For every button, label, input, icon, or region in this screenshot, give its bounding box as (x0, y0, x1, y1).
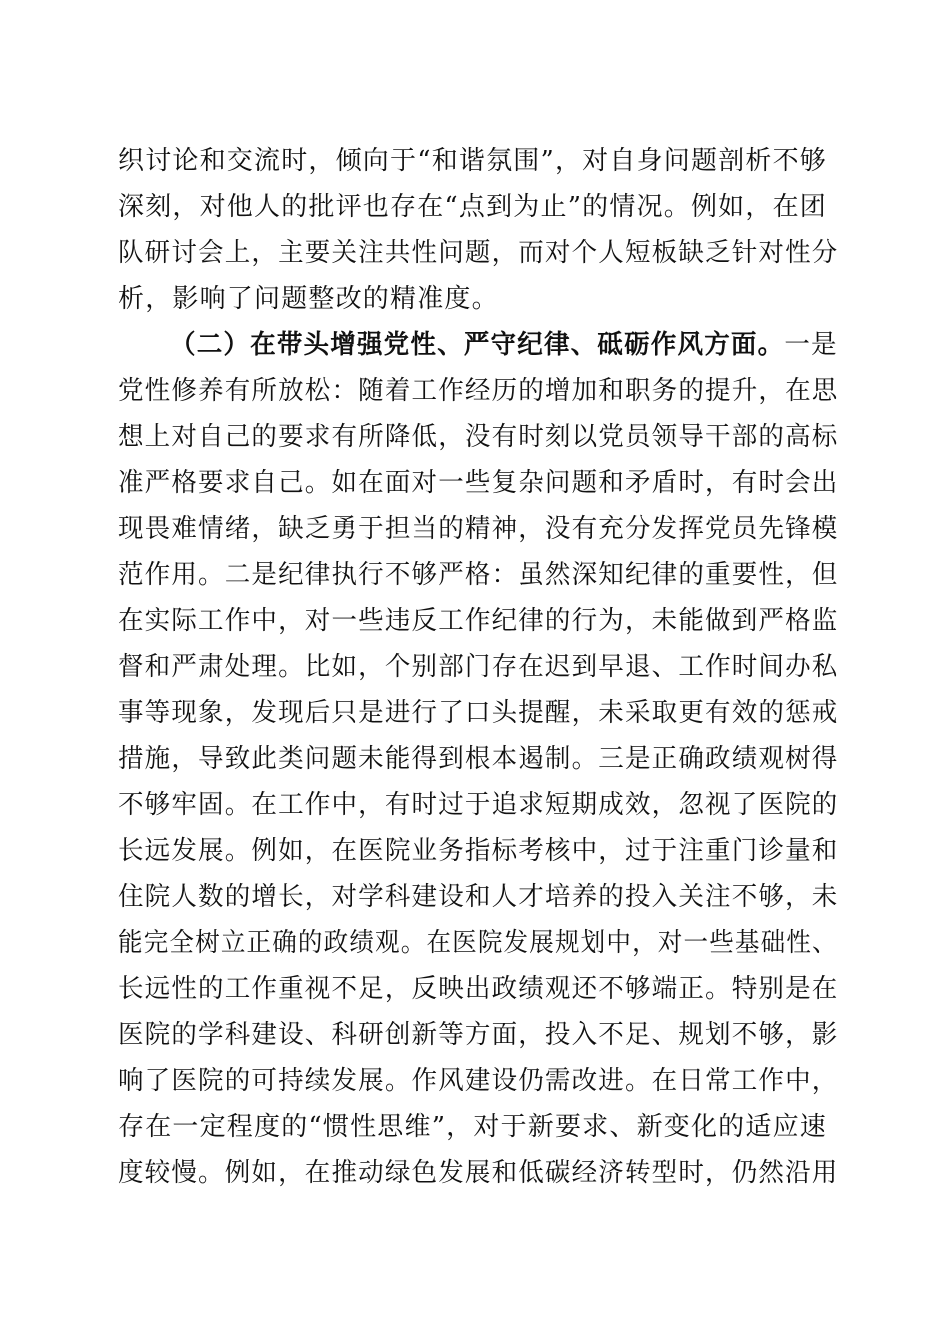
paragraph-line: 长远发展。例如，在医院业务指标考核中，过于注重门诊量和 (118, 836, 839, 866)
paragraph-line: 督和严肃处理。比如，个别部门存在迟到早退、工作时间办私 (118, 652, 839, 682)
paragraph-line: 析，影响了问题整改的精准度。 (118, 284, 499, 314)
paragraph-line: 能完全树立正确的政绩观。在医院发展规划中，对一些基础性、 (118, 928, 838, 958)
section-heading: （二）在带头增强党性、严守纪律、砥砺作风方面。 (170, 330, 785, 360)
paragraph-line: 事等现象，发现后只是进行了口头提醒，未采取更有效的惩戒 (118, 698, 839, 728)
paragraph-line: 范作用。二是纪律执行不够严格：虽然深知纪律的重要性，但 (118, 560, 839, 590)
paragraph-line: 想上对自己的要求有所降低，没有时刻以党员领导干部的高标 (118, 422, 839, 452)
paragraph-line: 织讨论和交流时，倾向于“和谐氛围”，对自身问题剖析不够 (118, 146, 827, 176)
paragraph-line: 长远性的工作重视不足，反映出政绩观还不够端正。特别是在 (118, 974, 839, 1004)
section-first-line-text: 一是 (784, 330, 838, 360)
section-heading-line (170, 325, 838, 365)
paragraph-line: 医院的学科建设、科研创新等方面，投入不足、规划不够，影 (118, 1020, 839, 1050)
paragraph-line: 度较慢。例如，在推动绿色发展和低碳经济转型时，仍然沿用 (118, 1158, 839, 1188)
paragraph-line: 现畏难情绪，缺乏勇于担当的精神，没有充分发挥党员先锋模 (118, 514, 839, 544)
paragraph-line: 措施，导致此类问题未能得到根本遏制。三是正确政绩观树得 (118, 744, 839, 774)
paragraph-line: 住院人数的增长，对学科建设和人才培养的投入关注不够，未 (118, 882, 839, 912)
paragraph-line: 在实际工作中，对一些违反工作纪律的行为，未能做到严格监 (118, 606, 839, 636)
paragraph-line: 队研讨会上，主要关注共性问题，而对个人短板缺乏针对性分 (118, 238, 839, 268)
paragraph-line: 不够牢固。在工作中，有时过于追求短期成效，忽视了医院的 (118, 790, 839, 820)
paragraph-line: 存在一定程度的“惯性思维”，对于新要求、新变化的适应速 (118, 1112, 827, 1142)
paragraph-line: 深刻，对他人的批评也存在“点到为止”的情况。例如，在团 (118, 192, 827, 222)
paragraph-line: 党性修养有所放松：随着工作经历的增加和职务的提升，在思 (118, 376, 839, 406)
paragraph-line: 响了医院的可持续发展。作风建设仍需改进。在日常工作中， (118, 1066, 839, 1096)
paragraph-line: 准严格要求自己。如在面对一些复杂问题和矛盾时，有时会出 (118, 468, 839, 498)
